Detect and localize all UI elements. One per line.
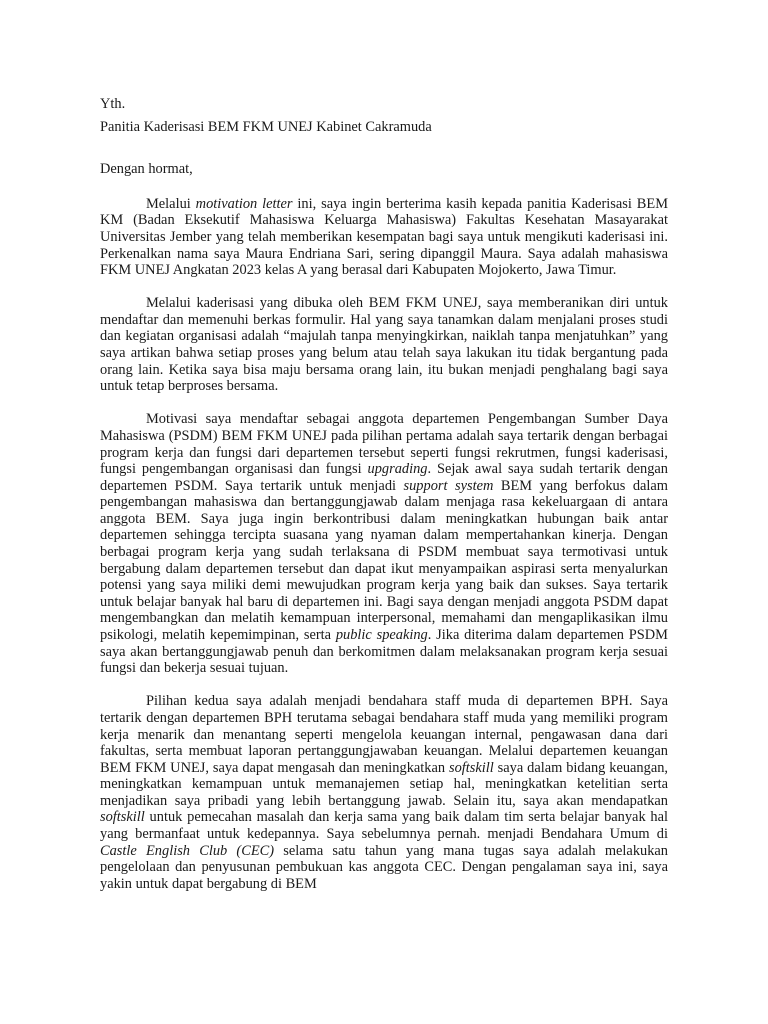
text-run: Motivasi saya mendaftar sebagai anggota departemen Pengembangan Sumber Daya Mahasiswa (PSDM) BEM FKM UNEJ pada pilihan pertama adalah saya tertarik dengan berbagai program kerja dan fungsi dari departemen tersebut seperti fungsi rekrutmen, fungsi kaderisasi, fungsi pengembangan organisasi dan fungsi bbox=[100, 411, 668, 478]
text-run: selama satu tahun yang mana tugas saya adalah melakukan pengelolaan dan penyusunan pembukuan kas anggota CEC. Dengan pengalaman saya ini, saya yakin untuk dapat bergabung di BEM bbox=[100, 842, 668, 892]
greeting-to: Yth. bbox=[100, 96, 126, 112]
text-run: Pilihan kedua saya adalah menjadi bendahara staff muda di departemen BPH. Saya tertarik dengan departemen BPH terutama sebagai bendahara staff muda yang memiliki program kerja menarik dan menantang seperti mengelola keuangan internal, pengawasan dana dari fakultas, serta membuat laporan pertanggungjawaban keuangan. Melalui departemen keuangan BEM FKM UNEJ, saya dapat mengasah dan meningkatkan bbox=[100, 693, 668, 776]
body-paragraph bbox=[100, 693, 668, 892]
italic-text-run: motivation letter bbox=[195, 195, 293, 212]
text-run: Melalui kaderisasi yang dibuka oleh BEM FKM UNEJ, saya memberanikan diri untuk mendaftar dan memenuhi berkas formulir. Hal yang saya tanamkan dalam menjalani proses studi dan kegiatan organisasi adalah “majulah tanpa menyingkirkan, naiklah tanpa menjatuhkan” yang saya artikan bahwa setiap proses yang belum atau telah saya lakukan itu tidak bergantung pada orang lain. Ketika saya bisa maju bersama orang lain, itu bukan menjadi penghalang bagi saya untuk tetap berproses bersama. bbox=[100, 295, 668, 395]
text-run: . Jika diterima dalam departemen PSDM saya akan bertanggungjawab penuh dan berkomitmen dalam melaksanakan program kerja sesuai fungsi dan bekerja sesuai tujuan. bbox=[100, 627, 668, 677]
letter-page bbox=[100, 96, 668, 909]
recipient-line: Panitia Kaderisasi BEM FKM UNEJ Kabinet Cakramuda bbox=[100, 118, 432, 135]
italic-text-run: softskill bbox=[448, 759, 494, 776]
salutation: Dengan hormat, bbox=[100, 161, 193, 178]
italic-text-run: softskill bbox=[100, 809, 145, 826]
text-run: untuk pemecahan masalah dan kerja sama yang baik dalam tim serta belajar banyak hal yang bermanfaat untuk kedepannya. Saya sebelumnya pernah. menjadi Bendahara Umum di bbox=[100, 809, 668, 843]
text-run: BEM yang berfokus dalam pengembangan mahasiswa dan bertanggungjawab dalam menjaga rasa kekeluargaan di antara anggota BEM. Saya juga ingin berkontribusi dalam meningkatkan hubungan baik antar departemen sehingga tercipta suasana yang nyaman dalam mempertahankan kinerja. Dengan berbagai program kerja yang sudah terlaksana di PSDM membuat saya termotivasi untuk bergabung dalam departemen tersebut dan dapat ikut menyampaikan aspirasi serta menyalurkan potensi yang saya miliki demi mewujudkan program kerja yang baik dan sukses. Saya tertarik untuk belajar banyak hal baru di departemen ini. Bagi saya dengan menjadi anggota PSDM dapat mengembangkan dan melatih kemampuan interpersonal, memahami dan mengaplikasikan ilmu psikologi, melatih kepemimpinan, serta bbox=[100, 477, 668, 644]
italic-text-run: Castle English Club (CEC) bbox=[100, 842, 275, 859]
italic-text-run: support system bbox=[403, 477, 494, 494]
body-paragraph bbox=[100, 196, 668, 279]
text-run: Melalui bbox=[146, 195, 196, 212]
letter-body bbox=[100, 196, 668, 893]
italic-text-run: upgrading bbox=[367, 461, 428, 478]
text-run: saya dalam bidang keuangan, meningkatkan kemampuan untuk memanajemen setiap hal, meningkatkan ketelitian serta menjadikan saya pribadi yang lebih bertanggung jawab. Selain itu, saya akan mendapatkan bbox=[100, 759, 668, 809]
text-run: ini, saya ingin berterima kasih kepada panitia Kaderisasi BEM KM (Badan Eksekutif Mahasiswa Keluarga Mahasiswa) Fakultas Kesehatan Masayarakat Universitas Jember yang telah memberikan kesempatan bagi saya untuk mengikuti kaderisasi ini. Perkenalkan nama saya Maura Endriana Sari, sering dipanggil Maura. Saya adalah mahasiswa FKM UNEJ Angkatan 2023 kelas A yang berasal dari Kabupaten Mojokerto, Jawa Timur. bbox=[100, 195, 668, 279]
italic-text-run: public speaking bbox=[335, 627, 428, 644]
text-run: . Sejak awal saya sudah tertarik dengan departemen PSDM. Saya tertarik untuk menjadi bbox=[100, 461, 668, 494]
body-paragraph bbox=[100, 411, 668, 677]
body-paragraph bbox=[100, 295, 668, 395]
